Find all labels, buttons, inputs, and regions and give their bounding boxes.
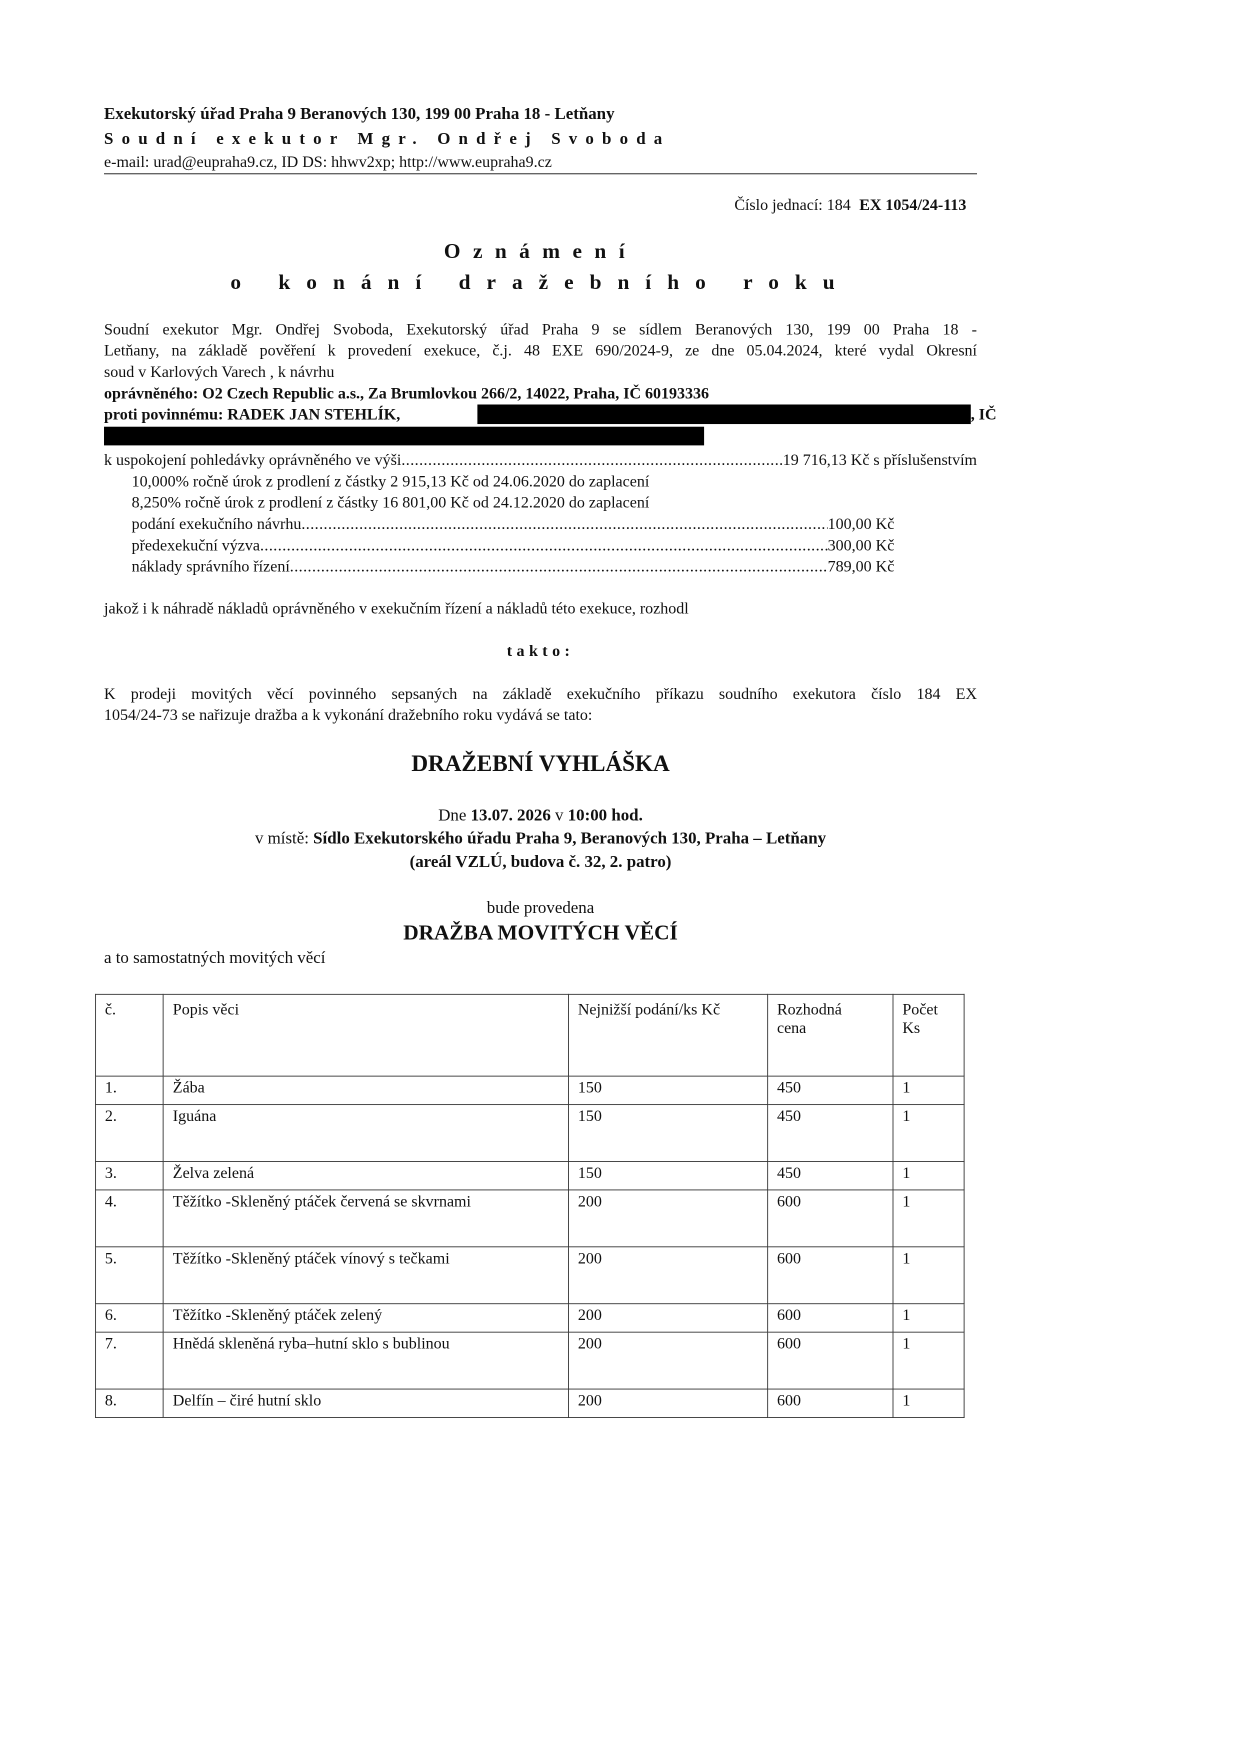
row-desc: Želva zelená: [163, 1161, 568, 1189]
fee-value: 789,00 Kč: [827, 557, 895, 576]
interest-line-2: 8,250% ročně úrok z prodlení z částky 16 801,00 Kč od 24.12.2020 do zaplacení: [131, 493, 650, 512]
date-prefix: Dne: [438, 806, 467, 825]
col-header-min-bid: Nejnižší podání/ks Kč: [569, 994, 768, 1076]
row-no: 7.: [96, 1332, 164, 1389]
auction-type-heading: DRAŽBA MOVITÝCH VĚCÍ: [403, 921, 678, 946]
fee-row: [132, 536, 895, 555]
col-header-count: Počet Ks: [893, 994, 964, 1076]
col-header-decisive-price: Rozhodná cena: [768, 994, 893, 1076]
redaction-block: [477, 404, 970, 424]
items-intro: a to samostatných movitých věcí: [104, 948, 326, 968]
takto-heading: takto:: [506, 641, 575, 660]
row-price: 600: [768, 1332, 893, 1389]
will-be-line: bude provedena: [486, 898, 595, 918]
announcement-heading: DRAŽEBNÍ VYHLÁŠKA: [411, 750, 670, 777]
table-row: [96, 1389, 965, 1417]
row-count: 1: [893, 1304, 964, 1332]
fee-label: náklady správního řízení: [131, 557, 290, 576]
row-count: 1: [893, 1247, 964, 1304]
row-count: 1: [893, 1389, 964, 1417]
row-min-bid: 150: [569, 1161, 768, 1189]
interest-line-1: 10,000% ročně úrok z prodlení z částky 2 915,13 Kč od 24.06.2020 do zaplacení: [131, 472, 650, 490]
table-row: [96, 1304, 965, 1332]
creditor-line: oprávněného: O2 Czech Republic a.s., Za Brumlovkou 266/2, 14022, Praha, IČ 60193336: [104, 384, 710, 402]
intro-line-2: Letňany, na základě pověření k provedení exekuce, č.j. 48 EXE 690/2024-9, ze dne 05.04.2024, které vydal Okresní: [104, 341, 978, 360]
intro-line-1: Soudní exekutor Mgr. Ondřej Svoboda, Exekutorský úřad Praha 9 se sídlem Beranových 130, 199 00 Praha 18 -: [104, 320, 978, 338]
row-desc: Iguána: [163, 1105, 568, 1162]
row-price: 600: [768, 1247, 893, 1304]
row-price: 600: [768, 1304, 893, 1332]
order-line-2: 1054/24-73 se nařizuje dražba a k vykonání dražebního roku vydává se tato:: [104, 705, 593, 724]
page-subtitle: o konání dražebního roku: [230, 271, 851, 295]
row-price: 600: [768, 1190, 893, 1247]
time-prefix: v: [555, 806, 564, 825]
fee-value: 100,00 Kč: [827, 514, 895, 533]
contact-line: e-mail: urad@eupraha9.cz, ID DS: hhwv2xp; http://www.eupraha9.cz: [104, 152, 552, 171]
row-count: 1: [893, 1076, 964, 1104]
table-row: [96, 1105, 965, 1162]
fee-label: podání exekučního návrhu: [131, 514, 302, 533]
auction-place-line: [104, 829, 977, 849]
row-price: 450: [768, 1076, 893, 1104]
fee-label: předexekuční výzva: [131, 536, 260, 554]
row-no: 2.: [96, 1105, 164, 1162]
costs-line: jakož i k náhradě nákladů oprávněného v exekučním řízení a nákladů této exekuce, rozhodl: [104, 599, 689, 617]
table-row: [96, 1332, 965, 1389]
row-no: 3.: [96, 1161, 164, 1189]
case-number: [734, 196, 966, 215]
row-desc: Těžítko -Skleněný ptáček zelený: [163, 1304, 568, 1332]
principal-value: 19 716,13 Kč s příslušenstvím: [782, 450, 978, 469]
table-row: [96, 1247, 965, 1304]
col-header-no: č.: [96, 994, 164, 1076]
debtor-name: proti povinnému: RADEK JAN STEHLÍK,: [104, 405, 401, 424]
auction-date: 13.07. 2026: [470, 806, 551, 825]
fee-value: 300,00 Kč: [827, 536, 895, 554]
row-min-bid: 200: [569, 1304, 768, 1332]
auction-place-detail: (areál VZLÚ, budova č. 32, 2. patro): [409, 852, 672, 872]
row-no: 8.: [96, 1389, 164, 1417]
row-desc: Delfín – čiré hutní sklo: [163, 1389, 568, 1417]
row-desc: Žába: [163, 1076, 568, 1104]
redaction-block: [104, 427, 704, 446]
row-desc: Hnědá skleněná ryba–hutní sklo s bublinou: [163, 1332, 568, 1389]
fee-row: [132, 515, 895, 534]
principal-row: [104, 451, 977, 470]
auction-date-line: [104, 806, 977, 826]
table-header-row: [96, 994, 965, 1076]
table-row: [96, 1190, 965, 1247]
row-min-bid: 200: [569, 1247, 768, 1304]
row-no: 6.: [96, 1304, 164, 1332]
table-row: [96, 1161, 965, 1189]
row-price: 450: [768, 1161, 893, 1189]
intro-line-3: soud v Karlových Varech , k návrhu: [104, 362, 335, 381]
row-no: 1.: [96, 1076, 164, 1104]
row-no: 5.: [96, 1247, 164, 1304]
executor-header: Soudní exekutor Mgr. Ondřej Svoboda: [104, 129, 671, 149]
debtor-line: [104, 405, 400, 424]
order-line-1: K prodeji movitých věcí povinného sepsaných na základě exekučního příkazu soudního exekutora číslo 184 EX: [104, 684, 978, 703]
case-number-label: Číslo jednací: 184: [734, 195, 851, 214]
row-count: 1: [893, 1190, 964, 1247]
items-table: [95, 994, 964, 1418]
row-no: 4.: [96, 1190, 164, 1247]
row-desc: Těžítko -Skleněný ptáček vínový s tečkami: [163, 1247, 568, 1304]
fee-row: [132, 557, 895, 576]
debtor-ic: , IČ: [970, 405, 997, 424]
row-price: 450: [768, 1105, 893, 1162]
auction-place: Sídlo Exekutorského úřadu Praha 9, Beranových 130, Praha – Letňany: [313, 829, 827, 849]
row-price: 600: [768, 1389, 893, 1417]
office-header: Exekutorský úřad Praha 9 Beranových 130, 199 00 Praha 18 - Letňany: [104, 104, 615, 124]
principal-label: k uspokojení pohledávky oprávněného ve výši: [104, 450, 402, 469]
place-prefix: v místě:: [254, 829, 309, 849]
row-min-bid: 150: [569, 1105, 768, 1162]
row-count: 1: [893, 1161, 964, 1189]
case-number-value: EX 1054/24-113: [859, 195, 967, 214]
row-min-bid: 200: [569, 1332, 768, 1389]
table-row: [96, 1076, 965, 1104]
row-min-bid: 150: [569, 1076, 768, 1104]
row-desc: Těžítko -Skleněný ptáček červená se skvrnami: [163, 1190, 568, 1247]
auction-time: 10:00 hod.: [567, 806, 643, 825]
header-divider: [104, 173, 977, 174]
row-min-bid: 200: [569, 1190, 768, 1247]
page-title: Oznámení: [443, 240, 638, 264]
row-count: 1: [893, 1105, 964, 1162]
row-min-bid: 200: [569, 1389, 768, 1417]
row-count: 1: [893, 1332, 964, 1389]
col-header-desc: Popis věci: [163, 994, 568, 1076]
